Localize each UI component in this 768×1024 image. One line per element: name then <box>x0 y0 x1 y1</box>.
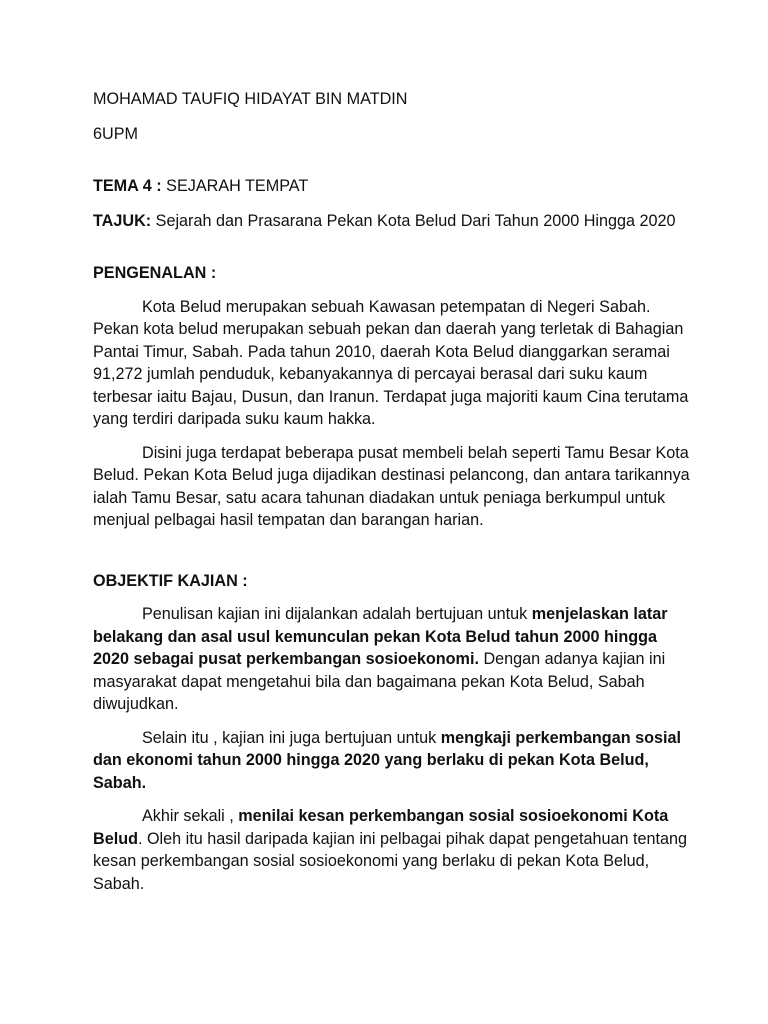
objektif-p3-end: . Oleh itu hasil daripada kajian ini pelbagai pihak dapat pengetahuan tentang kesan perkembangan sosial sosioekonomi yang berlaku di pekan Kota Belud, Sabah. <box>93 829 687 893</box>
objektif-paragraph-3 <box>93 805 693 895</box>
tema-value: SEJARAH TEMPAT <box>161 177 309 195</box>
objektif-p2-start: Selain itu , kajian ini juga bertujuan untuk <box>142 728 441 747</box>
objektif-p2-bold: mengkaji perkembangan sosial dan ekonomi tahun 2000 hingga 2020 yang berlaku di pekan Kota Belud, Sabah. <box>93 728 681 792</box>
document-body <box>93 88 693 895</box>
objektif-paragraph-1 <box>93 603 693 716</box>
tajuk-label: TAJUK: <box>93 211 152 230</box>
objektif-heading: OBJEKTIF KAJIAN : <box>93 571 248 590</box>
objektif-p1-bold: menjelaskan latar belakang dan asal usul kemunculan pekan Kota Belud tahun 2000 hingga 2020 sebagai pusat perkembangan sosioekonomi. <box>93 605 668 668</box>
tema-label: TEMA 4 : <box>93 177 162 195</box>
tajuk-value: Sejarah dan Prasarana Pekan Kota Belud Dari Tahun 2000 Hingga 2020 <box>151 211 676 230</box>
student-class: 6UPM <box>93 124 138 143</box>
objektif-p3-bold: menilai kesan perkembangan sosial sosioekonomi Kota Belud <box>93 807 669 848</box>
tajuk-line <box>93 210 693 233</box>
objektif-p3-start: Akhir sekali , <box>142 807 239 825</box>
objektif-p1-end: Dengan adanya kajian ini masyarakat dapat mengetahui bila dan bagaimana pekan Kota Belud, Sabah diwujudkan. <box>93 650 666 713</box>
objektif-p1-start: Penulisan kajian ini dijalankan adalah bertujuan untuk <box>142 605 532 623</box>
pengenalan-paragraph-1: Kota Belud merupakan sebuah Kawasan petempatan di Negeri Sabah. Pekan kota belud merupakan sebuah pekan dan daerah yang terletak di Bahagian Pantai Timur, Sabah. Pada tahun 2010, daerah Kota Belud dianggarkan seramai 91,272 jumlah penduduk, kebanyakannya di percayai berasal dari suku kaum terbesar iaitu Bajau, Dusun, dan Iranun. Terdapat juga majoriti kaum Cina terutama yang terdiri daripada suku kaum hakka. <box>93 297 689 428</box>
tema-line <box>93 175 693 198</box>
student-name: MOHAMAD TAUFIQ HIDAYAT BIN MATDIN <box>93 90 408 108</box>
objektif-paragraph-2 <box>93 727 693 795</box>
pengenalan-heading: PENGENALAN : <box>93 264 217 282</box>
pengenalan-paragraph-2: Disini juga terdapat beberapa pusat membeli belah seperti Tamu Besar Kota Belud. Pekan Kota Belud juga dijadikan destinasi pelancong, dan antara tarikannya ialah Tamu Besar, satu acara tahunan diadakan untuk peniaga berkumpul untuk menjual pelbagai hasil tempatan dan barangan harian. <box>93 443 690 529</box>
